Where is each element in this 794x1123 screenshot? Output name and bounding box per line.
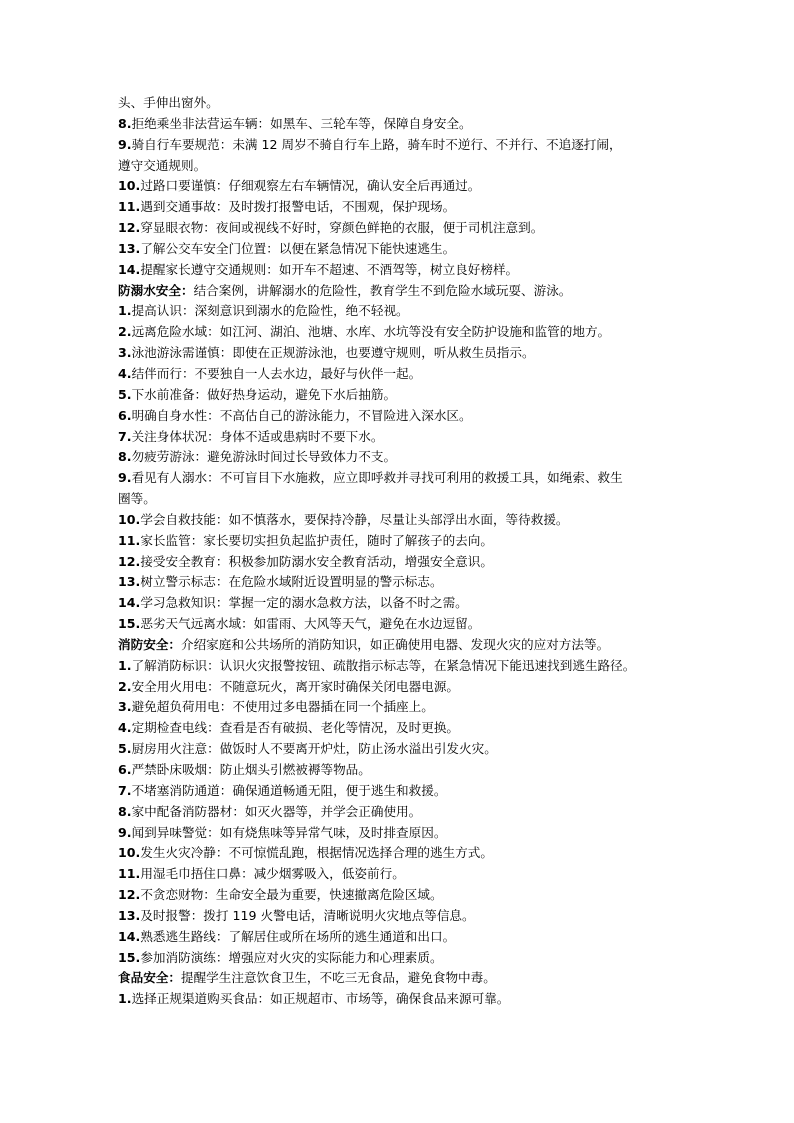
item-text: 树立警示标志：在危险水域附近设置明显的警示标志。 (140, 574, 443, 590)
drowning-item-3 (118, 343, 684, 364)
item-text: 看见有人溺水：不可盲目下水施救，应立即呼救并寻找可利用的救援工具，如绳索、救生 (131, 470, 623, 486)
fire-item-3 (118, 697, 684, 718)
item-number: 11. (118, 199, 141, 215)
item-text: 结伴而行：不要独自一人去水边，最好与伙伴一起。 (131, 365, 422, 381)
drowning-item-9 (118, 468, 684, 489)
item-number: 9. (118, 824, 132, 840)
fire-item-4 (118, 718, 684, 739)
item-number: 6. (118, 762, 132, 777)
item-text: 了解消防标识：认识火灾报警按钮、疏散指示标志等，在紧急情况下能迅速找到逃生路径。 (131, 657, 636, 673)
item-text: 骑自行车要规范：未满 12 周岁不骑自行车上路，骑车时不逆行、不并行、不追逐打闹， (131, 136, 622, 152)
drowning-item-6 (118, 406, 684, 427)
traffic-item-10 (118, 176, 684, 197)
item-number: 7. (118, 428, 132, 444)
traffic-item-8 (118, 114, 684, 135)
item-text-continuation: 遵守交通规则。 (118, 157, 207, 173)
item-number: 3. (118, 345, 132, 361)
item-number: 5. (118, 386, 132, 402)
drowning-item-14 (118, 593, 684, 614)
section-heading: 消防安全： (118, 636, 181, 652)
drowning-item-4 (118, 364, 684, 385)
item-number: 13. (118, 574, 141, 590)
item-number: 12. (118, 887, 141, 903)
fire-item-2 (118, 677, 684, 698)
item-number: 2. (118, 324, 132, 340)
intro-tail-text: 头、手伸出窗外。 (118, 95, 219, 110)
fire-item-1 (118, 656, 684, 677)
drowning-item-9-continuation (118, 489, 684, 510)
item-text: 严禁卧床吸烟：防止烟头引燃被褥等物品。 (131, 762, 371, 777)
item-number: 3. (118, 699, 132, 715)
item-text: 安全用火用电：不随意玩火，离开家时确保关闭电器电源。 (131, 678, 459, 694)
item-number: 8. (118, 803, 132, 819)
traffic-item-14 (118, 260, 684, 281)
item-number: 12. (118, 553, 141, 569)
drowning-item-8 (118, 447, 684, 468)
item-number: 13. (118, 907, 141, 923)
item-number: 4. (118, 720, 132, 736)
item-number: 10. (118, 845, 141, 861)
item-text: 勿疲劳游泳：避免游泳时间过长导致体力不支。 (131, 449, 397, 465)
fire-item-5 (118, 739, 684, 760)
item-number: 11. (118, 532, 141, 548)
item-text: 发生火灾冷静：不可惊慌乱跑，根据情况选择合理的逃生方式。 (140, 845, 493, 861)
item-number: 2. (118, 678, 132, 694)
item-number: 15. (118, 616, 141, 632)
item-text: 家长监管：家长要切实担负起监护责任，随时了解孩子的去向。 (140, 532, 493, 548)
section-heading: 食品安全： (118, 970, 181, 986)
item-text: 避免超负荷用电：不使用过多电器插在同一个插座上。 (131, 699, 434, 715)
item-text: 闻到异味警觉：如有烧焦味等异常气味，及时排查原因。 (131, 824, 447, 840)
fire-item-9 (118, 823, 684, 844)
traffic-item-9-continuation (118, 156, 684, 177)
drowning-item-10 (118, 510, 684, 531)
drowning-item-15 (118, 614, 684, 635)
item-text: 参加消防演练：增强应对火灾的实际能力和心理素质。 (140, 949, 443, 965)
item-text: 熟悉逃生路线：了解居住或所在场所的逃生通道和出口。 (140, 928, 456, 944)
item-text: 关注身体状况：身体不适或患病时不要下水。 (131, 428, 384, 444)
paragraph-line (118, 93, 684, 114)
item-number: 8. (118, 449, 132, 465)
item-text: 厨房用火注意：做饭时人不要离开炉灶，防止汤水溢出引发火灾。 (131, 741, 497, 757)
item-number: 9. (118, 136, 132, 152)
item-text: 定期检查电线：查看是否有破损、老化等情况，及时更换。 (131, 720, 459, 736)
food-section-heading (118, 968, 684, 989)
item-text: 不堵塞消防通道：确保通道畅通无阻，便于逃生和救援。 (131, 782, 447, 798)
section-intro: 提醒学生注意饮食卫生，不吃三无食品，避免食物中毒。 (180, 970, 496, 986)
item-number: 12. (118, 220, 141, 236)
item-text: 下水前准备：做好热身运动，避免下水后抽筋。 (131, 386, 397, 402)
fire-item-11 (118, 864, 684, 885)
item-number: 7. (118, 782, 132, 798)
item-text: 用湿毛巾捂住口鼻：减少烟雾吸入，低姿前行。 (140, 866, 405, 882)
fire-section-heading (118, 635, 684, 656)
section-heading: 防溺水安全： (118, 282, 194, 298)
food-item-1 (118, 989, 684, 1010)
drowning-item-2 (118, 322, 684, 343)
item-text: 选择正规渠道购买食品：如正规超市、市场等，确保食品来源可靠。 (131, 991, 510, 1007)
fire-item-14 (118, 927, 684, 948)
drowning-item-12 (118, 552, 684, 573)
item-text: 提醒家长遵守交通规则：如开车不超速、不酒驾等，树立良好榜样。 (140, 261, 519, 277)
drowning-item-11 (118, 531, 684, 552)
item-text: 拒绝乘坐非法营运车辆：如黑车、三轮车等，保障自身安全。 (131, 115, 472, 131)
traffic-item-11 (118, 197, 684, 218)
item-text: 家中配备消防器材：如灭火器等，并学会正确使用。 (131, 803, 422, 819)
fire-item-6 (118, 760, 684, 781)
item-number: 10. (118, 178, 141, 194)
fire-item-10 (118, 843, 684, 864)
item-text: 恶劣天气远离水域：如雷雨、大风等天气，避免在水边逗留。 (140, 616, 481, 632)
traffic-item-12 (118, 218, 684, 239)
item-number: 5. (118, 741, 132, 757)
item-number: 15. (118, 949, 141, 965)
item-text: 及时报警：拨打 119 火警电话，清晰说明火灾地点等信息。 (140, 907, 475, 923)
item-text: 接受安全教育：积极参加防溺水安全教育活动，增强安全意识。 (140, 553, 493, 569)
item-number: 11. (118, 866, 141, 882)
item-text: 泳池游泳需谨慎：即使在正规游泳池，也要遵守规则，听从救生员指示。 (131, 345, 535, 361)
item-text: 学习急救知识：掌握一定的溺水急救方法，以备不时之需。 (140, 595, 468, 611)
fire-item-15 (118, 948, 684, 969)
item-number: 10. (118, 511, 141, 527)
item-text: 提高认识：深刻意识到溺水的危险性，绝不轻视。 (131, 303, 409, 319)
item-number: 1. (118, 657, 132, 673)
item-number: 4. (118, 365, 132, 381)
item-number: 14. (118, 928, 141, 944)
fire-item-7 (118, 781, 684, 802)
traffic-item-9 (118, 135, 684, 156)
section-intro: 介绍家庭和公共场所的消防知识，如正确使用电器、发现火灾的应对方法等。 (180, 636, 610, 652)
item-text: 远离危险水域：如江河、湖泊、池塘、水库、水坑等没有安全防护设施和监管的地方。 (131, 324, 611, 340)
item-text: 穿显眼衣物：夜间或视线不好时，穿颜色鲜艳的衣服，便于司机注意到。 (140, 220, 544, 236)
item-text: 学会自救技能：如不慎落水，要保持冷静，尽量让头部浮出水面，等待救援。 (140, 511, 569, 527)
section-intro: 结合案例，讲解溺水的危险性，教育学生不到危险水域玩耍、游泳。 (193, 282, 572, 298)
item-number: 13. (118, 240, 141, 256)
drowning-item-7 (118, 427, 684, 448)
item-number: 8. (118, 115, 132, 131)
item-number: 14. (118, 261, 141, 277)
item-number: 9. (118, 470, 132, 486)
fire-item-13 (118, 906, 684, 927)
item-text: 明确自身水性：不高估自己的游泳能力，不冒险进入深水区。 (131, 407, 472, 423)
drowning-item-13 (118, 572, 684, 593)
item-text: 了解公交车安全门位置：以便在紧急情况下能快速逃生。 (140, 240, 456, 256)
item-text: 不贪恋财物：生命安全最为重要，快速撤离危险区域。 (140, 887, 443, 903)
drowning-item-1 (118, 301, 684, 322)
fire-item-8 (118, 802, 684, 823)
item-text-continuation: 圈等。 (118, 491, 156, 507)
traffic-item-13 (118, 239, 684, 260)
item-text: 遇到交通事故：及时拨打报警电话，不围观，保护现场。 (140, 199, 456, 215)
fire-item-12 (118, 885, 684, 906)
item-text: 过路口要谨慎：仔细观察左右车辆情况，确认安全后再通过。 (140, 178, 481, 194)
item-number: 1. (118, 991, 132, 1007)
drowning-item-5 (118, 385, 684, 406)
document-page (118, 93, 684, 1010)
drowning-section-heading (118, 281, 684, 302)
item-number: 14. (118, 595, 141, 611)
item-number: 1. (118, 303, 132, 319)
item-number: 6. (118, 407, 132, 423)
